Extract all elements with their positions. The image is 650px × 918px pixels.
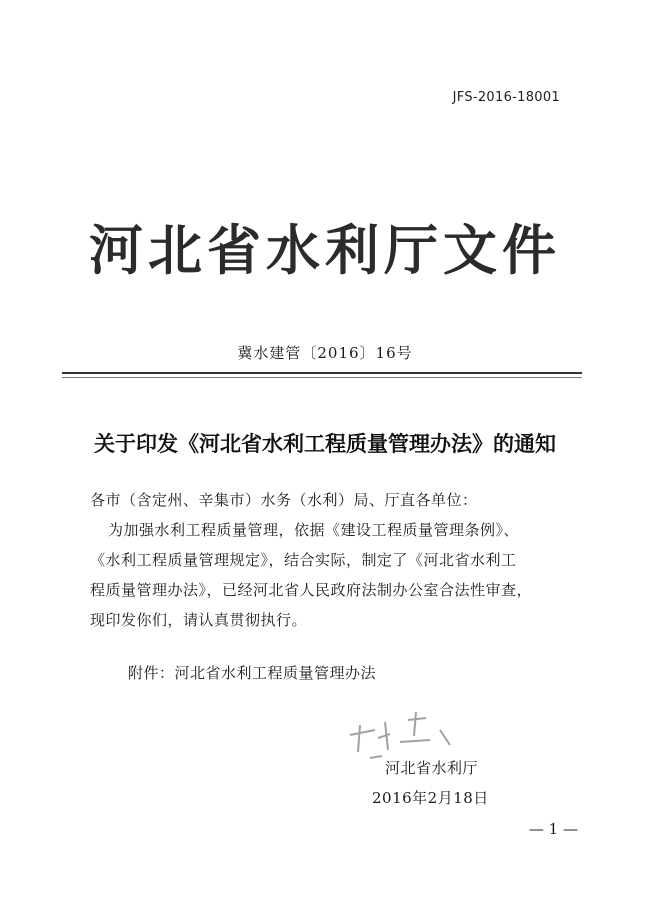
issuing-authority-header: 河北省水利厅文件 <box>89 219 561 282</box>
addressee: 各市（含定州、辛集市）水务（水利）局、厅直各单位： <box>90 491 478 509</box>
body-line: 现印发你们，请认真贯彻执行。 <box>90 611 308 629</box>
header-divider-thin <box>62 377 582 378</box>
page-number: — 1 — <box>528 820 578 838</box>
issuing-authority: 河北省水利厅 <box>385 759 479 777</box>
document-number: 冀水建管〔2016〕16号 <box>237 344 413 362</box>
body-line: 程质量管理办法》，已经河北省人民政府法制办公室合法性审查， <box>90 581 533 599</box>
document-code: JFS-2016-18001 <box>452 90 560 105</box>
body-line: 为加强水利工程质量管理，依据《建设工程质量管理条例》、 <box>108 521 520 539</box>
issue-date: 2016年2月18日 <box>372 789 489 807</box>
attachment-line: 附件：河北省水利工程质量管理办法 <box>128 664 377 682</box>
body-line: 《水利工程质量管理规定》，结合实际，制定了《河北省水利工 <box>90 551 517 569</box>
notice-title: 关于印发《河北省水利工程质量管理办法》的通知 <box>94 431 556 456</box>
header-divider <box>62 372 582 374</box>
